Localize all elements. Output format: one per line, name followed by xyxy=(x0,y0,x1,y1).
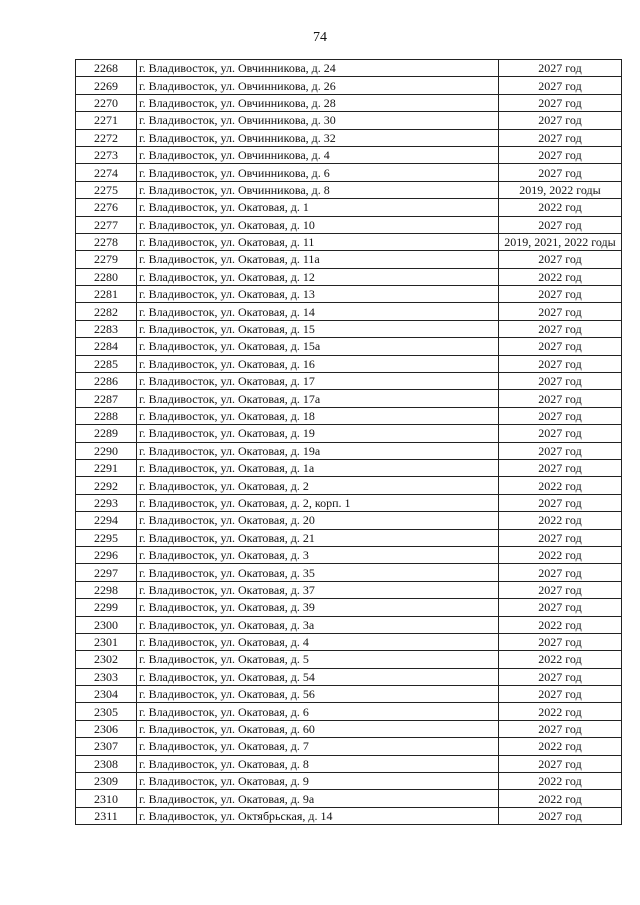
address-cell: г. Владивосток, ул. Окатовая, д. 11а xyxy=(137,251,499,268)
address-cell: г. Владивосток, ул. Окатовая, д. 10 xyxy=(137,216,499,233)
address-cell: г. Владивосток, ул. Овчинникова, д. 32 xyxy=(137,129,499,146)
address-cell: г. Владивосток, ул. Овчинникова, д. 4 xyxy=(137,146,499,163)
table-row xyxy=(76,546,622,563)
address-cell: г. Владивосток, ул. Окатовая, д. 13 xyxy=(137,286,499,303)
table-row xyxy=(76,286,622,303)
year-cell: 2027 год xyxy=(499,442,622,459)
year-cell: 2027 год xyxy=(499,303,622,320)
year-cell: 2022 год xyxy=(499,477,622,494)
table-row xyxy=(76,233,622,250)
row-number-cell: 2287 xyxy=(76,390,137,407)
row-number-cell: 2271 xyxy=(76,112,137,129)
table-row xyxy=(76,373,622,390)
row-number-cell: 2284 xyxy=(76,338,137,355)
table-body xyxy=(76,60,622,825)
year-cell: 2022 год xyxy=(499,773,622,790)
table-row xyxy=(76,703,622,720)
table-row xyxy=(76,477,622,494)
address-cell: г. Владивосток, ул. Окатовая, д. 18 xyxy=(137,407,499,424)
year-cell: 2022 год xyxy=(499,651,622,668)
year-cell: 2027 год xyxy=(499,720,622,737)
address-cell: г. Владивосток, ул. Окатовая, д. 21 xyxy=(137,529,499,546)
row-number-cell: 2308 xyxy=(76,755,137,772)
table-row xyxy=(76,355,622,372)
year-cell: 2022 год xyxy=(499,512,622,529)
year-cell: 2022 год xyxy=(499,268,622,285)
address-cell: г. Владивосток, ул. Окатовая, д. 37 xyxy=(137,581,499,598)
table-row xyxy=(76,320,622,337)
table-row xyxy=(76,181,622,198)
year-cell: 2027 год xyxy=(499,251,622,268)
year-cell: 2027 год xyxy=(499,581,622,598)
table-row xyxy=(76,146,622,163)
year-cell: 2022 год xyxy=(499,199,622,216)
year-cell: 2022 год xyxy=(499,738,622,755)
address-cell: г. Владивосток, ул. Овчинникова, д. 26 xyxy=(137,77,499,94)
address-cell: г. Владивосток, ул. Окатовая, д. 9а xyxy=(137,790,499,807)
row-number-cell: 2286 xyxy=(76,373,137,390)
year-cell: 2027 год xyxy=(499,286,622,303)
row-number-cell: 2279 xyxy=(76,251,137,268)
row-number-cell: 2290 xyxy=(76,442,137,459)
year-cell: 2027 год xyxy=(499,112,622,129)
table-row xyxy=(76,512,622,529)
table-row xyxy=(76,738,622,755)
address-cell: г. Владивосток, ул. Окатовая, д. 3а xyxy=(137,616,499,633)
address-cell: г. Владивосток, ул. Окатовая, д. 8 xyxy=(137,755,499,772)
row-number-cell: 2273 xyxy=(76,146,137,163)
table-row xyxy=(76,686,622,703)
year-cell: 2027 год xyxy=(499,633,622,650)
row-number-cell: 2304 xyxy=(76,686,137,703)
address-cell: г. Владивосток, ул. Окатовая, д. 2, корп. 1 xyxy=(137,494,499,511)
address-cell: г. Владивосток, ул. Окатовая, д. 1а xyxy=(137,459,499,476)
table-row xyxy=(76,268,622,285)
table-row xyxy=(76,199,622,216)
row-number-cell: 2309 xyxy=(76,773,137,790)
table-row xyxy=(76,60,622,77)
address-cell: г. Владивосток, ул. Окатовая, д. 54 xyxy=(137,668,499,685)
row-number-cell: 2272 xyxy=(76,129,137,146)
table-row xyxy=(76,720,622,737)
year-cell: 2027 год xyxy=(499,564,622,581)
table-row xyxy=(76,651,622,668)
address-cell: г. Владивосток, ул. Окатовая, д. 60 xyxy=(137,720,499,737)
year-cell: 2027 год xyxy=(499,755,622,772)
address-cell: г. Владивосток, ул. Окатовая, д. 1 xyxy=(137,199,499,216)
row-number-cell: 2282 xyxy=(76,303,137,320)
row-number-cell: 2268 xyxy=(76,60,137,77)
year-cell: 2027 год xyxy=(499,494,622,511)
address-cell: г. Владивосток, ул. Окатовая, д. 17 xyxy=(137,373,499,390)
address-cell: г. Владивосток, ул. Окатовая, д. 35 xyxy=(137,564,499,581)
row-number-cell: 2276 xyxy=(76,199,137,216)
address-cell: г. Владивосток, ул. Окатовая, д. 12 xyxy=(137,268,499,285)
row-number-cell: 2293 xyxy=(76,494,137,511)
row-number-cell: 2311 xyxy=(76,807,137,824)
table-row xyxy=(76,94,622,111)
year-cell: 2027 год xyxy=(499,60,622,77)
year-cell: 2027 год xyxy=(499,599,622,616)
row-number-cell: 2306 xyxy=(76,720,137,737)
year-cell: 2022 год xyxy=(499,790,622,807)
address-cell: г. Владивосток, ул. Окатовая, д. 16 xyxy=(137,355,499,372)
year-cell: 2027 год xyxy=(499,216,622,233)
row-number-cell: 2307 xyxy=(76,738,137,755)
row-number-cell: 2297 xyxy=(76,564,137,581)
address-cell: г. Владивосток, ул. Окатовая, д. 14 xyxy=(137,303,499,320)
address-cell: г. Владивосток, ул. Окатовая, д. 17а xyxy=(137,390,499,407)
table-row xyxy=(76,112,622,129)
row-number-cell: 2299 xyxy=(76,599,137,616)
row-number-cell: 2277 xyxy=(76,216,137,233)
year-cell: 2022 год xyxy=(499,546,622,563)
row-number-cell: 2270 xyxy=(76,94,137,111)
row-number-cell: 2305 xyxy=(76,703,137,720)
row-number-cell: 2269 xyxy=(76,77,137,94)
row-number-cell: 2283 xyxy=(76,320,137,337)
year-cell: 2027 год xyxy=(499,94,622,111)
row-number-cell: 2278 xyxy=(76,233,137,250)
year-cell: 2027 год xyxy=(499,459,622,476)
year-cell: 2027 год xyxy=(499,425,622,442)
address-cell: г. Владивосток, ул. Окатовая, д. 11 xyxy=(137,233,499,250)
year-cell: 2027 год xyxy=(499,390,622,407)
address-cell: г. Владивосток, ул. Окатовая, д. 15а xyxy=(137,338,499,355)
table-row xyxy=(76,668,622,685)
table-row xyxy=(76,807,622,824)
address-cell: г. Владивосток, ул. Окатовая, д. 39 xyxy=(137,599,499,616)
address-cell: г. Владивосток, ул. Окатовая, д. 3 xyxy=(137,546,499,563)
table-row xyxy=(76,251,622,268)
address-cell: г. Владивосток, ул. Овчинникова, д. 24 xyxy=(137,60,499,77)
year-cell: 2027 год xyxy=(499,338,622,355)
row-number-cell: 2303 xyxy=(76,668,137,685)
year-cell: 2027 год xyxy=(499,129,622,146)
row-number-cell: 2288 xyxy=(76,407,137,424)
table-row xyxy=(76,338,622,355)
year-cell: 2027 год xyxy=(499,355,622,372)
table-row xyxy=(76,390,622,407)
row-number-cell: 2310 xyxy=(76,790,137,807)
address-cell: г. Владивосток, ул. Овчинникова, д. 6 xyxy=(137,164,499,181)
address-cell: г. Владивосток, ул. Окатовая, д. 15 xyxy=(137,320,499,337)
table-row xyxy=(76,564,622,581)
year-cell: 2027 год xyxy=(499,668,622,685)
table-row xyxy=(76,407,622,424)
row-number-cell: 2298 xyxy=(76,581,137,598)
row-number-cell: 2280 xyxy=(76,268,137,285)
address-cell: г. Владивосток, ул. Окатовая, д. 56 xyxy=(137,686,499,703)
row-number-cell: 2281 xyxy=(76,286,137,303)
address-cell: г. Владивосток, ул. Окатовая, д. 5 xyxy=(137,651,499,668)
row-number-cell: 2295 xyxy=(76,529,137,546)
year-cell: 2027 год xyxy=(499,320,622,337)
table-row xyxy=(76,633,622,650)
table-row xyxy=(76,459,622,476)
table-row xyxy=(76,425,622,442)
address-cell: г. Владивосток, ул. Овчинникова, д. 28 xyxy=(137,94,499,111)
row-number-cell: 2289 xyxy=(76,425,137,442)
table-row xyxy=(76,77,622,94)
year-cell: 2027 год xyxy=(499,807,622,824)
row-number-cell: 2274 xyxy=(76,164,137,181)
address-cell: г. Владивосток, ул. Окатовая, д. 20 xyxy=(137,512,499,529)
row-number-cell: 2291 xyxy=(76,459,137,476)
row-number-cell: 2275 xyxy=(76,181,137,198)
address-cell: г. Владивосток, ул. Окатовая, д. 2 xyxy=(137,477,499,494)
address-cell: г. Владивосток, ул. Окатовая, д. 19а xyxy=(137,442,499,459)
row-number-cell: 2294 xyxy=(76,512,137,529)
table-row xyxy=(76,164,622,181)
year-cell: 2027 год xyxy=(499,686,622,703)
table-row xyxy=(76,216,622,233)
year-cell: 2027 год xyxy=(499,164,622,181)
year-cell: 2019, 2022 годы xyxy=(499,181,622,198)
year-cell: 2027 год xyxy=(499,407,622,424)
address-table xyxy=(75,59,622,825)
row-number-cell: 2292 xyxy=(76,477,137,494)
address-cell: г. Владивосток, ул. Окатовая, д. 7 xyxy=(137,738,499,755)
table-row xyxy=(76,494,622,511)
table-row xyxy=(76,755,622,772)
address-cell: г. Владивосток, ул. Окатовая, д. 19 xyxy=(137,425,499,442)
row-number-cell: 2296 xyxy=(76,546,137,563)
table-row xyxy=(76,773,622,790)
table-row xyxy=(76,599,622,616)
row-number-cell: 2300 xyxy=(76,616,137,633)
table-row xyxy=(76,442,622,459)
address-cell: г. Владивосток, ул. Окатовая, д. 9 xyxy=(137,773,499,790)
row-number-cell: 2302 xyxy=(76,651,137,668)
address-cell: г. Владивосток, ул. Овчинникова, д. 30 xyxy=(137,112,499,129)
table-row xyxy=(76,129,622,146)
address-cell: г. Владивосток, ул. Окатовая, д. 4 xyxy=(137,633,499,650)
table-row xyxy=(76,303,622,320)
row-number-cell: 2301 xyxy=(76,633,137,650)
year-cell: 2019, 2021, 2022 годы xyxy=(499,233,622,250)
row-number-cell: 2285 xyxy=(76,355,137,372)
address-cell: г. Владивосток, ул. Октябрьская, д. 14 xyxy=(137,807,499,824)
year-cell: 2027 год xyxy=(499,529,622,546)
year-cell: 2027 год xyxy=(499,146,622,163)
table-row xyxy=(76,616,622,633)
address-cell: г. Владивосток, ул. Окатовая, д. 6 xyxy=(137,703,499,720)
year-cell: 2022 год xyxy=(499,703,622,720)
table-row xyxy=(76,581,622,598)
table-row xyxy=(76,790,622,807)
year-cell: 2027 год xyxy=(499,77,622,94)
address-cell: г. Владивосток, ул. Овчинникова, д. 8 xyxy=(137,181,499,198)
year-cell: 2022 год xyxy=(499,616,622,633)
page-number: 74 xyxy=(313,30,327,45)
table-row xyxy=(76,529,622,546)
year-cell: 2027 год xyxy=(499,373,622,390)
